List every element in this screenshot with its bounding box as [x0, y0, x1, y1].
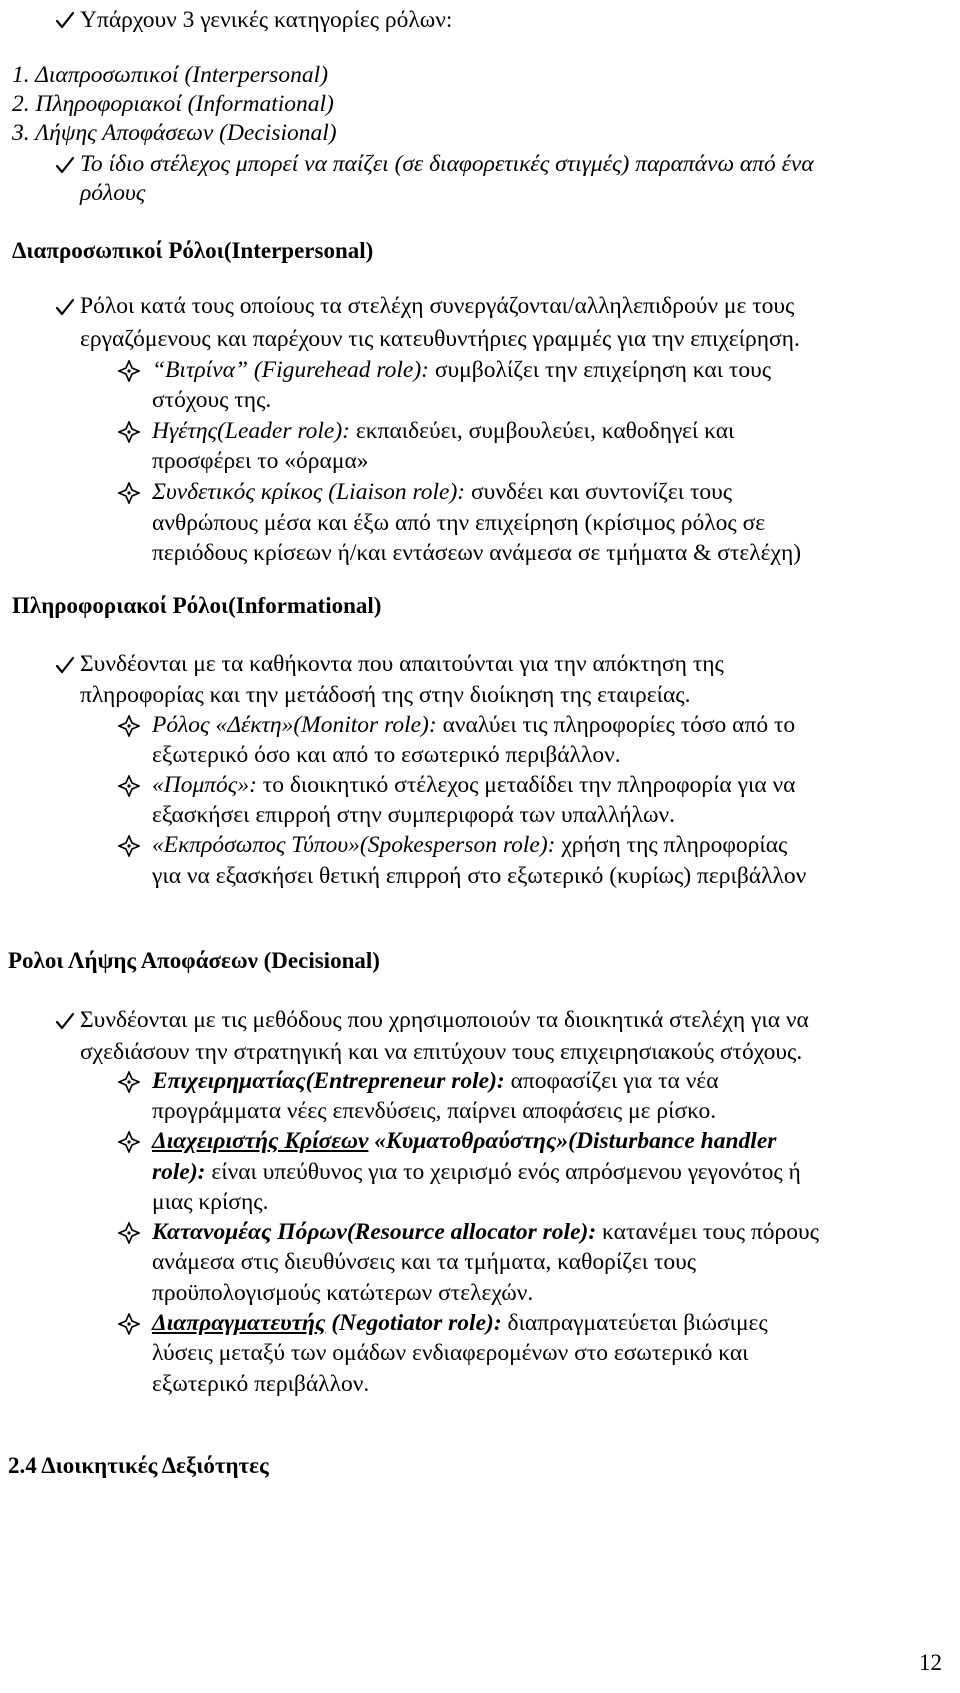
pompos-label: «Πομπός»: [152, 772, 257, 798]
category-item-2: 2. Πληροφοριακοί (Informational) [12, 91, 334, 117]
spokesperson-text: χρήση της πληροφορίας [555, 832, 788, 858]
liaison-label: Συνδετικός κρίκος (Liaison role): [152, 479, 466, 505]
monitor-line-2: εξωτερικό όσο και από το εσωτερικό περιβάλλον. [152, 742, 621, 768]
spokesperson-line-2: για να εξασκήσει θετική επιρροή στο εξωτερικό (κυρίως) περιβάλλον [152, 863, 807, 889]
monitor-label: Ρόλος «Δέκτη»(Monitor role): [152, 712, 437, 738]
negotiator-label-underlined: Διαπραγματευτής [152, 1310, 326, 1336]
resource-line-1 [152, 1217, 819, 1247]
checkmark-icon [55, 297, 75, 317]
liaison-line-1 [152, 477, 732, 507]
liaison-text: συνδέει και συντονίζει τους [465, 479, 733, 505]
diamond-bullet-icon [118, 715, 140, 737]
leader-text: εκπαιδεύει, συμβουλεύει, καθοδηγεί και [350, 418, 735, 444]
interpersonal-desc-1: Ρόλοι κατά τους οποίους τα στελέχη συνεργάζονται/αλληλεπιδρούν με τους [80, 293, 795, 319]
figurehead-line-1 [152, 355, 771, 385]
leader-label: Ηγέτης(Leader role): [152, 418, 351, 444]
checkmark-icon [55, 155, 75, 175]
diamond-bullet-icon [118, 775, 140, 797]
disturbance-line-2 [152, 1157, 801, 1187]
entrepreneur-line-1 [152, 1066, 719, 1096]
spokesperson-line-1 [152, 830, 787, 860]
diamond-bullet-icon [118, 1313, 140, 1335]
category-item-3: 3. Λήψης Αποφάσεων (Decisional) [12, 120, 337, 146]
diamond-bullet-icon [118, 1131, 140, 1153]
leader-line-1 [152, 416, 734, 446]
diamond-bullet-icon [118, 1071, 140, 1093]
disturbance-line-1 [152, 1126, 776, 1156]
monitor-text: αναλύει τις πληροφορίες τόσο από το [436, 712, 796, 738]
disturbance-label-end: role): [152, 1159, 206, 1185]
checkmark-icon [55, 655, 75, 675]
pompos-line-1 [152, 770, 795, 800]
decisional-desc-1: Συνδέονται με τις μεθόδους που χρησιμοποιούν τα διοικητικά στελέχη για να [80, 1007, 809, 1033]
resource-label: Κατανομέας Πόρων(Resource allocator role): [152, 1219, 597, 1245]
diamond-bullet-icon [118, 360, 140, 382]
page-number: 12 [919, 1650, 942, 1675]
decisional-desc-2: σχεδιάσουν την στρατηγική και να επιτύχουν τους επιχειρησιακούς στόχους. [80, 1039, 803, 1065]
diamond-bullet-icon [118, 482, 140, 504]
category-item-1: 1. Διαπροσωπικοί (Interpersonal) [12, 62, 329, 88]
liaison-line-3: περιόδους κρίσεων ή/και εντάσεων ανάμεσα σε τμήματα & στελέχη) [152, 540, 802, 566]
diamond-bullet-icon [118, 421, 140, 443]
pompos-line-2: εξασκήσει επιρροή στην συμπεριφορά των υπαλλήλων. [152, 802, 676, 828]
section-heading: 2.4 Διοικητικές Δεξιότητες [8, 1453, 269, 1478]
heading-interpersonal: Διαπροσωπικοί Ρόλοι(Interpersonal) [12, 238, 374, 263]
checkmark-icon [55, 10, 75, 30]
heading-informational: Πληροφοριακοί Ρόλοι(Informational) [12, 593, 382, 618]
monitor-line-1 [152, 710, 795, 740]
informational-desc-2: πληροφορίας και την μετάδοσή της στην διοίκηση της εταιρείας. [80, 682, 691, 708]
negotiator-line-3: εξωτερικό περιβάλλον. [152, 1371, 370, 1397]
interpersonal-desc-2: εργαζόμενους και παρέχουν τις κατευθυντήριες γραμμές για την επιχείρηση. [80, 326, 800, 352]
disturbance-text: είναι υπεύθυνος για το χειρισμό ενός απρόσμενου γεγονότος ή [205, 1159, 801, 1185]
diamond-bullet-icon [118, 835, 140, 857]
figurehead-text: συμβολίζει την επιχείρηση και τους [429, 357, 772, 383]
figurehead-line-2: στόχους της. [152, 387, 272, 413]
leader-line-2: προσφέρει το «όραμα» [152, 448, 369, 474]
negotiator-line-2: λύσεις μεταξύ των ομάδων ενδιαφερομένων στο εσωτερικό και [152, 1340, 749, 1366]
diamond-bullet-icon [118, 1222, 140, 1244]
intro-line: Υπάρχουν 3 γενικές κατηγορίες ρόλων: [80, 7, 453, 33]
disturbance-label-underlined: Διαχειριστής Κρίσεων [152, 1128, 369, 1154]
negotiator-label: (Negotiator role): [325, 1310, 502, 1336]
entrepreneur-text: αποφασίζει για τα νέα [504, 1068, 719, 1094]
note-line-1: Το ίδιο στέλεχος μπορεί να παίζει (σε διαφορετικές στιγμές) παραπάνω από ένα [80, 151, 814, 177]
negotiator-line-1 [152, 1308, 768, 1338]
pompos-text: το διοικητικό στέλεχος μεταδίδει την πληροφορία για να [256, 772, 796, 798]
checkmark-icon [55, 1011, 75, 1031]
resource-line-3: προϋπολογισμούς κατώτερων στελεχών. [152, 1280, 534, 1306]
informational-desc-1: Συνδέονται με τα καθήκοντα που απαιτούνται για την απόκτηση της [80, 651, 724, 677]
figurehead-label: “Βιτρίνα” (Figurehead role): [152, 357, 429, 383]
entrepreneur-label: Επιχειρηματίας(Entrepreneur role): [152, 1068, 505, 1094]
note-line-2: ρόλους [80, 180, 146, 206]
disturbance-line-3: μιας κρίσης. [152, 1189, 269, 1215]
negotiator-text: διαπραγματεύεται βιώσιμες [501, 1310, 768, 1336]
heading-decisional: Ρολοι Λήψης Αποφάσεων (Decisional) [8, 948, 380, 973]
entrepreneur-line-2: προγράμματα νέες επενδύσεις, παίρνει αποφάσεις με ρίσκο. [152, 1098, 717, 1124]
liaison-line-2: ανθρώπους μέσα και έξω από την επιχείρηση (κρίσιμος ρόλος σε [152, 510, 766, 536]
disturbance-label: «Κυματοθραύστης»(Disturbance handler [368, 1128, 777, 1154]
resource-text: κατανέμει τους πόρους [596, 1219, 819, 1245]
resource-line-2: ανάμεσα στις διευθύνσεις και τα τμήματα, καθορίζει τους [152, 1249, 697, 1275]
spokesperson-label: «Εκπρόσωπος Τύπου»(Spokesperson role): [152, 832, 556, 858]
